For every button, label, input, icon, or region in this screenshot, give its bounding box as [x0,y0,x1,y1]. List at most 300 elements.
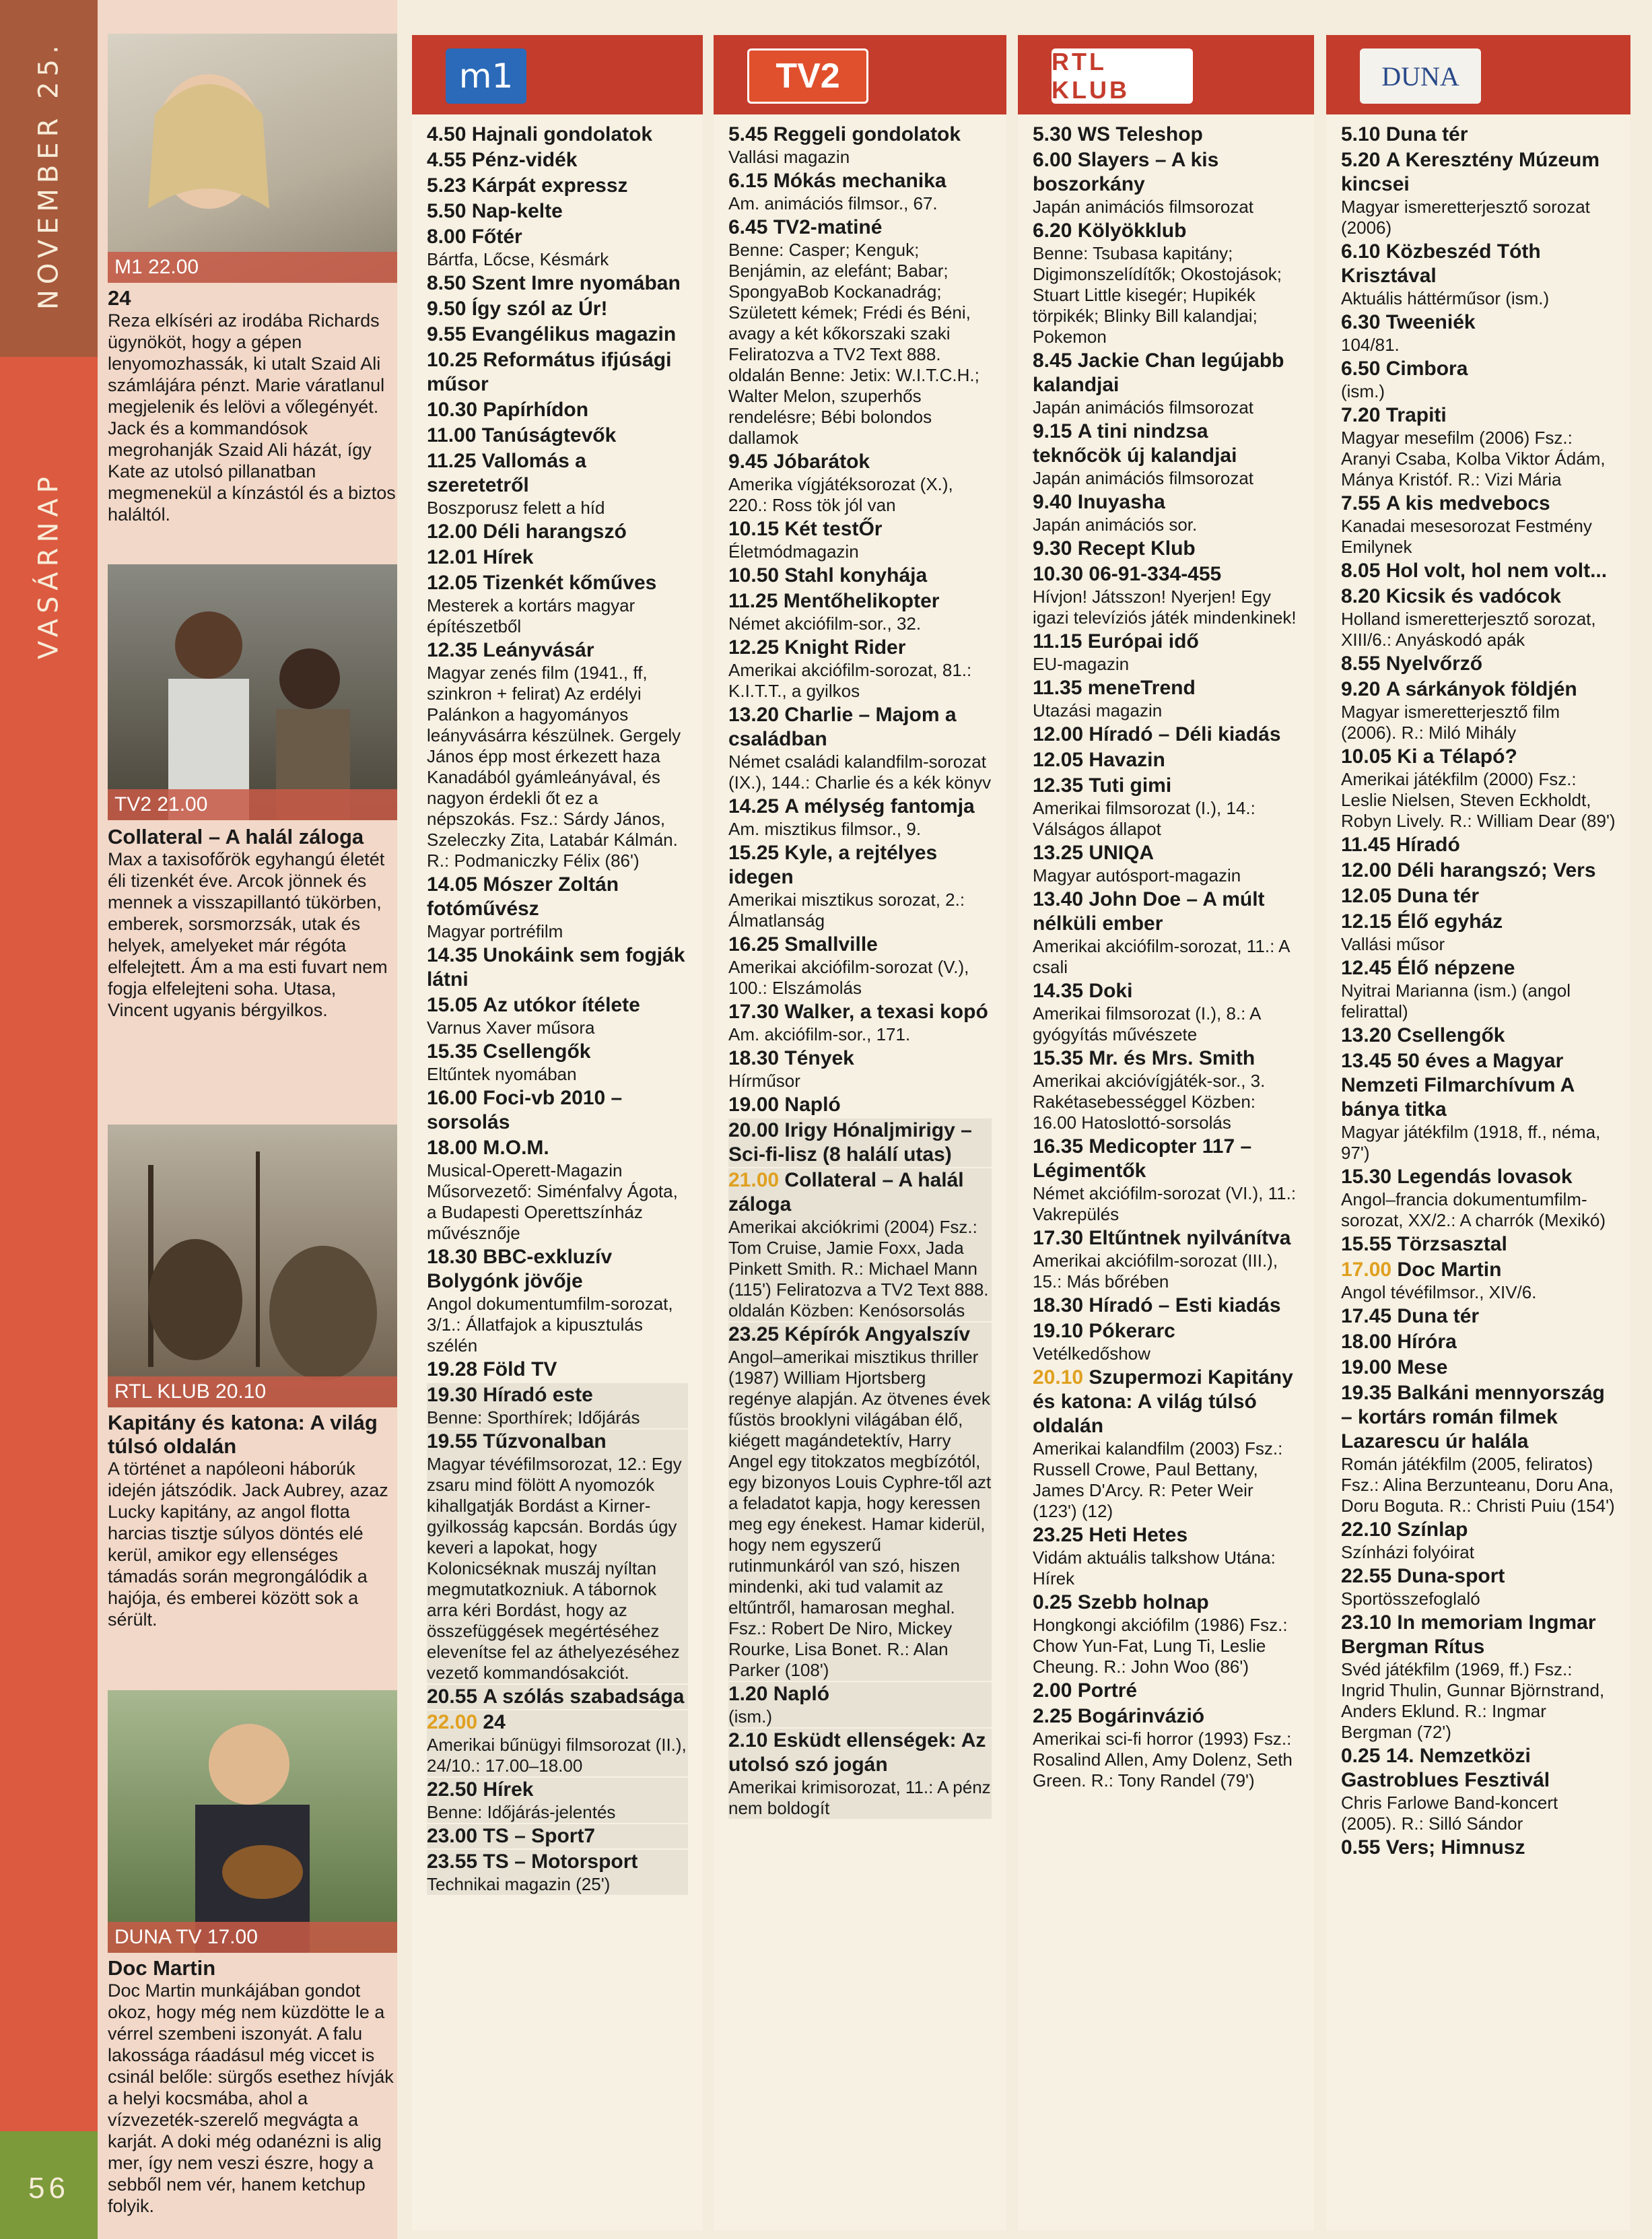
program-description: Benne: Casper; Kenguk; Benjámin, az elefánt; Babar; SpongyaBob Kockanadrág; Született kémek; Frédi és Béni, avagy a két kőkorszaki szaki Feliratozva a TV2 Text 888. oldalán Benne: Jetix: W.I.T.C.H.; Walter Melon, szuperhős rendelésre; Bébi bolondos dallamok [728,240,979,448]
program-item [1033,1294,1299,1318]
program-time: 13.45 [1341,1050,1392,1072]
program-time: 19.35 [1341,1382,1392,1404]
program-description: Magyar tévéfilmsorozat, 12.: Egy zsaru mind fölött A nyomozók kihallgatják Bordást a Kirner-gyilkosság kapcsán. Bordás úgy keveri a lapokat, hogy Kolonicséknak muszáj nyíltan megmutatkozniuk. A tábornok arra kéri Bordást, hogy az összefüggések megértéséhez elevenítse fel az áthelyezéséhez vezető kommandósakciót. [427,1454,682,1683]
program-title: Európai idő [1087,630,1199,653]
program-time: 6.45 [728,216,768,238]
program-time: 1.20 [728,1683,768,1705]
program-time: 14.05 [427,873,478,896]
program-time: 11.00 [427,424,477,446]
page-day: VASÁRNAP [33,471,65,660]
program-description: Bártfa, Lőcse, Késmárk [427,249,609,269]
program-time: 8.20 [1341,585,1381,607]
program-item [427,1086,688,1135]
rtlklub-logo: RTL KLUB [1052,48,1193,104]
program-time: 20.00 [728,1119,780,1141]
program-title: Hol volt, hol nem volt... [1385,560,1608,582]
photo-24-image [108,34,397,283]
program-item [1033,490,1299,535]
program-description: Német családi kalandfilm-sorozat (IX.), 144.: Charlie és a kék könyv [728,751,992,793]
program-time: 12.00 [427,521,478,543]
program-item [728,589,992,634]
m1-logo: m1 [446,48,526,104]
program-item [1033,123,1299,147]
program-item [1341,240,1616,309]
page-date: NOVEMBER 25. [33,40,65,310]
program-item [1341,1744,1616,1834]
program-time: 5.10 [1341,123,1381,145]
program-title: TS – Sport7 [483,1825,596,1847]
program-title: Vallomás a szeretetről [427,450,586,496]
program-time: 6.00 [1033,149,1072,171]
program-description: Román játékfilm (2005, feliratos) Fsz.: Alina Berzunteanu, Doru Ana, Doru Boguta. R.: Christi Puiu (154') [1341,1454,1615,1516]
program-item [728,169,992,214]
program-description: Amerikai filmsorozat (I.), 14.: Válságos állapot [1033,798,1255,839]
program-item [427,1430,688,1683]
program-title: Balkáni mennyország – kortárs román filmek Lazarescu úr halála [1341,1382,1605,1452]
program-title: Híróra [1397,1331,1457,1353]
program-description: Japán animációs filmsorozat [1033,197,1254,217]
program-item [728,1323,992,1681]
program-item [1033,1226,1299,1292]
program-item [1341,1024,1616,1048]
program-time: 23.25 [728,1323,780,1345]
program-time: 0.25 [1033,1591,1072,1613]
program-time: 11.15 [1033,630,1082,653]
program-description: Amerikai misztikus sorozat, 2.: Álmatlanság [728,890,965,931]
program-time: 12.25 [728,636,780,659]
photo-caption: DUNA TV 17.00 [108,1922,397,1953]
photo-master-image [108,1125,397,1407]
program-time: 16.00 [427,1087,478,1109]
program-description: Amerikai akcióvígjáték-sor., 3. Rakétasebességgel Közben: 16.00 Hatoslottó-sorsolás [1033,1071,1266,1133]
program-item [1033,349,1299,418]
program-time: 19.10 [1033,1320,1084,1342]
program-title: BBC-exkluzív Bolygónk jövője [427,1246,613,1292]
program-time: 15.25 [728,842,780,864]
program-item [427,993,688,1038]
program-time: 2.00 [1033,1679,1072,1702]
program-description: Amerikai akciófilm-sorozat (III.), 15.: Más bőrében [1033,1250,1278,1292]
program-description: Német akciófilm-sorozat (VI.), 11.: Vakrepülés [1033,1183,1297,1224]
program-item [728,450,992,516]
program-description: Amerika vígjátéksorozat (X.), 220.: Ross tök jól van [728,474,953,515]
program-title: Híradó [1396,834,1460,856]
program-time: 13.20 [728,704,780,726]
program-item [1341,310,1616,356]
program-time: 5.20 [1341,149,1381,171]
program-title: Élő népzene [1397,957,1515,979]
program-item [1341,652,1616,676]
program-time: 16.25 [728,933,780,956]
program-time: 4.55 [427,149,467,171]
program-time: 19.30 [427,1384,478,1406]
photo-doc-martin [108,1690,397,1953]
program-item [1341,1381,1616,1516]
program-description: Vetélkedőshow [1033,1343,1150,1364]
program-item [1341,584,1616,650]
program-time: 12.01 [427,546,478,568]
highlight-desc-24 [108,286,397,525]
program-title: A kis medvebocs [1385,492,1550,514]
program-time: 13.25 [1033,842,1084,864]
program-item [728,841,992,931]
program-description: Japán animációs filmsorozat [1033,468,1254,488]
channel-header [1326,35,1630,114]
program-item [427,571,688,637]
program-item [1033,1679,1299,1703]
program-title: Bogárinvázió [1077,1705,1205,1727]
program-title: Kyle, a rejtélyes idegen [728,842,938,888]
program-time: 17.30 [1033,1227,1084,1249]
program-time: 8.05 [1341,560,1381,582]
program-item [1341,1049,1616,1164]
program-description: Benne: Tsubasa kapitány; Digimonszelídítők; Okostojások; Stuart Little kisegér; Hupikék törpikék; Blinky Bill kalandjai; Pokemon [1033,243,1282,347]
program-item [427,1245,688,1356]
program-item [1341,677,1616,743]
program-item [1033,1591,1299,1677]
program-item [427,1824,688,1848]
program-item [728,215,992,448]
program-title: Szebb holnap [1077,1591,1209,1613]
program-item [1033,774,1299,840]
program-title: Képírók Angyalszív [784,1323,971,1345]
program-item [1033,562,1299,628]
program-time: 17.45 [1341,1305,1392,1327]
program-time: 18.30 [1033,1294,1084,1316]
photo-master-and-commander [108,1125,397,1407]
highlight-title: 24 [108,286,131,310]
highlight-desc-collateral [108,825,397,1021]
photo-caption: TV2 21.00 [108,789,397,820]
photo-collateral [108,564,397,820]
program-item [1033,841,1299,886]
program-item [427,297,688,321]
program-item [427,1040,688,1085]
program-description: Hongkongi akciófilm (1986) Fsz.: Chow Yun-Fat, Lung Ti, Leslie Cheung. R.: John Woo (86') [1033,1615,1288,1677]
program-title: Ki a Télapó? [1397,745,1517,768]
program-description: Amerikai sci-fi horror (1993) Fsz.: Rosalind Allen, Amy Dolenz, Seth Green. R.: Tony Randel (79') [1033,1729,1293,1791]
program-item [728,1046,992,1092]
program-item [427,323,688,347]
program-time: 4.50 [427,123,467,145]
highlight-text: Max a taxisofőrök egyhangú életét éli tizenkét éve. Arcok jönnek és mennek a visszapillantó tükörben, emberek, sorsmorzsák, utak és helyek, amelyeket már régóta elfelejtett. Ám a ma esti fuvart nem fogja elfelejteni soha. Utasa, Vincent ugyanis bérgyilkos. [108,849,388,1020]
program-title: Csellengők [483,1040,591,1063]
program-description: (ism.) [728,1706,772,1727]
left-stripe [0,0,98,2239]
highlight-title: Collateral – A halál záloga [108,825,364,848]
program-title: Szupermozi Kapitány és katona: A világ túlsó oldalán [1033,1366,1293,1437]
program-time: 2.25 [1033,1705,1072,1727]
program-title: Tanúságtevők [481,424,617,446]
program-item [427,520,688,544]
program-item [1033,1366,1299,1522]
program-time: 9.45 [728,450,768,473]
program-item [1341,1304,1616,1329]
program-title: A mélység fantomja [784,795,975,817]
program-item [427,1778,688,1823]
program-time: 22.10 [1341,1518,1392,1541]
program-title: Kárpát expressz [471,174,628,197]
program-title: Foci-vb 2010 – sorsolás [427,1087,623,1133]
program-title: Hírek [483,546,534,568]
program-time: 2.10 [728,1729,768,1751]
program-title: Mentőhelikopter [783,590,940,612]
program-title: Havazin [1089,749,1165,771]
program-title: Híradó este [483,1384,593,1406]
program-title: Református ifjúsági műsor [427,349,672,395]
program-time: 12.45 [1341,957,1392,979]
program-title: Nyelvőrző [1385,653,1483,675]
program-item [1033,537,1299,561]
program-title: Medicopter 117 – Légimentők [1033,1135,1252,1182]
program-time: 18.00 [427,1137,478,1159]
program-item [427,174,688,198]
program-title: 14. Nemzetközi Gastroblues Fesztivál [1341,1745,1550,1791]
program-item [427,225,688,270]
program-title: Jackie Chan legújabb kalandjai [1033,349,1284,396]
program-item [427,638,688,871]
program-item [427,199,688,224]
channel-column-rtlklub [1018,35,1314,2230]
program-title: Élő egyház [1397,910,1503,933]
channel-header [714,35,1006,114]
program-description: Vidám aktuális talkshow Utána: Hírek [1033,1547,1276,1589]
program-time: 15.30 [1341,1166,1392,1188]
program-time: 10.30 [1033,563,1084,585]
highlight-title: Kapitány és katona: A világ túlsó oldalán [108,1411,378,1458]
program-description: Színházi folyóirat [1341,1542,1474,1562]
channel-column-m1 [412,35,703,2230]
program-description: Benne: Időjárás-jelentés [427,1802,616,1822]
program-item [427,873,688,942]
highlight-text: Doc Martin munkájában gondot okoz, hogy még nem küzdötte le a vérrel szembeni iszonyát. A falu lakossága ráadásul még viccet is csinál belőle: sürgős esethez hívják a helyi kocsmába, ahol a vízvezeték-szerelő megvágta a karját. A doki még odanézni is alig mer, így nem veszi észre, hogy a sebből nem vér, hanem ketchup folyik. [108,1980,394,2216]
program-item [427,1358,688,1382]
program-time: 22.50 [427,1778,478,1801]
program-item [1033,420,1299,489]
program-time: 12.35 [1033,774,1084,797]
program-title: Reggeli gondolatok [773,123,961,145]
program-title: Smallville [784,933,878,956]
program-description: Amerikai akciókrimi (2004) Fsz.: Tom Cruise, Jamie Foxx, Jada Pinkett Smith. R.: Michael Mann (115') Feliratozva a TV2 Text 888. oldalán Közben: Kenósorsolás [728,1217,989,1321]
program-item [1341,357,1616,402]
program-item [1341,1330,1616,1354]
program-time: 9.20 [1341,678,1381,700]
program-item [1341,492,1616,558]
program-description: Amerikai akciófilm-sorozat, 81.: K.I.T.T., a gyilkos [728,660,972,701]
program-title: Papírhídon [483,399,589,421]
program-item [728,703,992,793]
program-time: 6.20 [1033,220,1072,242]
program-title: A tini nindzsa teknőcök új kalandjai [1033,420,1237,467]
program-description: Svéd játékfilm (1969, ff.) Fsz.: Ingrid Thulin, Gunnar Björnstrand, Anders Eklund. R.: Ingmar Bergman (72') [1341,1659,1605,1742]
program-description: Benne: Sporthírek; Időjárás [427,1407,640,1428]
program-title: Portré [1077,1679,1138,1702]
program-title: Tizenkét kőműves [483,572,657,594]
program-title: Törzsasztal [1397,1233,1507,1255]
program-item [1341,833,1616,857]
program-description: Amerikai filmsorozat (I.), 8.: A gyógyítás művészete [1033,1003,1261,1044]
program-list [1326,114,1630,1860]
program-title: Napló [784,1094,841,1116]
program-item [1033,219,1299,347]
program-item [1033,748,1299,772]
photo-doc-martin-image [108,1690,397,1953]
program-title: Eltűntnek nyilvánítva [1089,1227,1291,1249]
program-item [728,636,992,702]
program-time: 12.15 [1341,910,1392,933]
highlight-desc-master [108,1411,397,1630]
program-description: Angol–francia dokumentumfilm-sorozat, XX/2.: A charrók (Mexikó) [1341,1189,1606,1230]
program-item [1033,888,1299,978]
program-title: Híradó – Déli kiadás [1089,723,1281,745]
program-item [427,398,688,422]
program-title: Vers; Himnusz [1385,1836,1525,1859]
program-time: 22.00 [427,1711,478,1733]
program-title: Híradó – Esti kiadás [1089,1294,1281,1316]
program-item [1341,745,1616,832]
program-item [1341,1518,1616,1563]
program-time: 21.00 [728,1169,780,1191]
program-description: Amerikai játékfilm (2000) Fsz.: Leslie Nielsen, Steven Eckholdt, Robyn Lively. R.: William Dear (89') [1341,769,1616,831]
program-time: 15.55 [1341,1233,1392,1255]
program-time: 6.15 [728,170,768,192]
program-title: Walker, a texasi kopó [784,1001,988,1023]
program-item [1341,859,1616,883]
program-time: 5.23 [427,174,467,197]
program-description: Amerikai akciófilm-sorozat (V.), 100.: Elszámolás [728,957,969,998]
program-time: 10.15 [728,518,780,540]
program-title: Duna tér [1397,1305,1480,1327]
program-description: Magyar portréfilm [427,921,563,941]
program-description: Életmódmagazin [728,541,859,562]
program-time: 11.45 [1341,834,1391,856]
program-title: WS Teleshop [1077,123,1203,145]
program-description: Eltűntek nyomában [427,1064,577,1084]
program-item [1341,1232,1616,1257]
program-title: 24 [483,1711,506,1733]
program-item [1341,1836,1616,1860]
program-item [728,1093,992,1117]
program-time: 18.30 [427,1246,478,1268]
program-title: Unokáink sem fogják látni [427,944,685,991]
program-description: EU-magazin [1033,654,1130,674]
program-time: 6.10 [1341,240,1381,263]
program-item [1341,1356,1616,1380]
program-time: 14.25 [728,795,780,817]
program-description: Aktuális háttérműsor (ism.) [1341,288,1550,308]
program-time: 11.25 [427,450,477,472]
program-time: 7.20 [1341,404,1381,426]
program-time: 14.35 [427,944,478,966]
program-title: Déli harangszó [483,521,627,543]
program-item [728,1682,992,1727]
program-description: Angol tévéfilmsor., XIV/6. [1341,1282,1537,1302]
program-description: Am. misztikus filmsor., 9. [728,819,922,839]
program-title: Collateral – A halál záloga [728,1169,964,1215]
page-number: 56 [28,2172,69,2205]
program-time: 23.00 [427,1825,478,1847]
program-title: M.O.M. [483,1137,549,1159]
program-item [1341,1165,1616,1231]
program-item [1033,630,1299,675]
program-title: Inuyasha [1077,491,1165,513]
program-title: Pókerarc [1089,1320,1175,1342]
photo-24 [108,34,397,283]
program-item [1033,148,1299,218]
program-time: 6.30 [1341,311,1381,333]
program-time: 8.45 [1033,349,1072,372]
program-description: Technikai magazin (25') [427,1874,611,1894]
program-item [1341,884,1616,908]
program-time: 6.50 [1341,358,1381,380]
program-description: Japán animációs filmsorozat [1033,397,1254,417]
program-item [728,564,992,588]
program-title: Knight Rider [784,636,906,659]
program-title: Doc Martin [1397,1259,1502,1281]
highlight-text: Reza elkíséri az irodába Richards ügynököt, hogy a gépen lenyomozhassák, ki utalt Szaid Ali számlájára pénzt. Marie váratlanul megjelenik és lelövi a vőlegényét. Jack és a kommandósok megrohanják Szaid Ali házát, így Kate az utolsó pillanatban megmenekül a kínzástól és a biztos haláltól. [108,310,396,525]
program-title: Déli harangszó; Vers [1397,859,1596,881]
program-title: Tweeniék [1385,311,1476,333]
channel-column-duna [1326,35,1630,2230]
program-title: Hajnali gondolatok [471,123,653,145]
program-title: Jóbarátok [773,450,870,473]
program-time: 9.40 [1033,491,1072,513]
program-description: Magyar ismeretterjesztő sorozat (2006) [1341,197,1590,238]
program-title: Kicsik és vadócok [1385,585,1561,607]
program-time: 15.05 [427,994,478,1016]
photo-caption: RTL KLUB 20.10 [108,1376,397,1407]
program-title: Mese [1397,1356,1448,1378]
duna-logo: DUNA [1360,48,1481,104]
program-item [427,424,688,448]
program-time: 7.55 [1341,492,1381,514]
program-time: 12.00 [1033,723,1084,745]
program-description: Magyar játékfilm (1918, ff., néma, 97') [1341,1122,1601,1163]
program-time: 16.35 [1033,1135,1084,1158]
program-title: A sárkányok földjén [1385,678,1577,700]
program-item [728,795,992,840]
program-time: 12.05 [427,572,478,594]
program-title: Duna tér [1397,885,1480,907]
program-time: 9.55 [427,323,467,345]
program-item [427,1136,688,1244]
program-title: Tények [784,1047,854,1069]
program-description: Amerikai krimisorozat, 11.: A pénz nem boldogít [728,1777,991,1818]
program-description: Mesterek a kortárs magyar építészetből [427,595,635,636]
tv2-logo: TV2 [747,48,868,104]
program-title: Így szól az Úr! [471,298,608,320]
program-list [412,114,703,1895]
program-item [728,1000,992,1045]
program-title: Legendás lovasok [1397,1166,1573,1188]
program-title: Irigy Hónaljmirigy – Sci-fi-lisz (8 halálí utas) [728,1119,972,1166]
program-title: Mr. és Mrs. Smith [1089,1047,1255,1069]
program-item [728,933,992,999]
program-description: Am. akciófilm-sor., 171. [728,1024,911,1044]
program-item [1033,979,1299,1045]
program-title: Mókás mechanika [773,170,947,192]
program-title: Trapiti [1385,404,1447,426]
program-item [1341,403,1616,490]
highlight-text: A történet a napóleoni háborúk idején játszódik. Jack Aubrey, azaz Lucky kapitány, az angol flotta harcias tisztje súlyos döntés elé kerül, amikor egy ellenséges támadás során megrongálódik a hajója, és emberei között sok a sérült. [108,1459,388,1630]
program-item [427,1383,688,1428]
program-description: Német akciófilm-sor., 32. [728,613,922,634]
program-time: 19.28 [427,1358,478,1380]
program-item [427,545,688,570]
program-item [1341,1258,1616,1303]
program-time: 18.00 [1341,1331,1392,1353]
program-time: 20.55 [427,1685,478,1708]
